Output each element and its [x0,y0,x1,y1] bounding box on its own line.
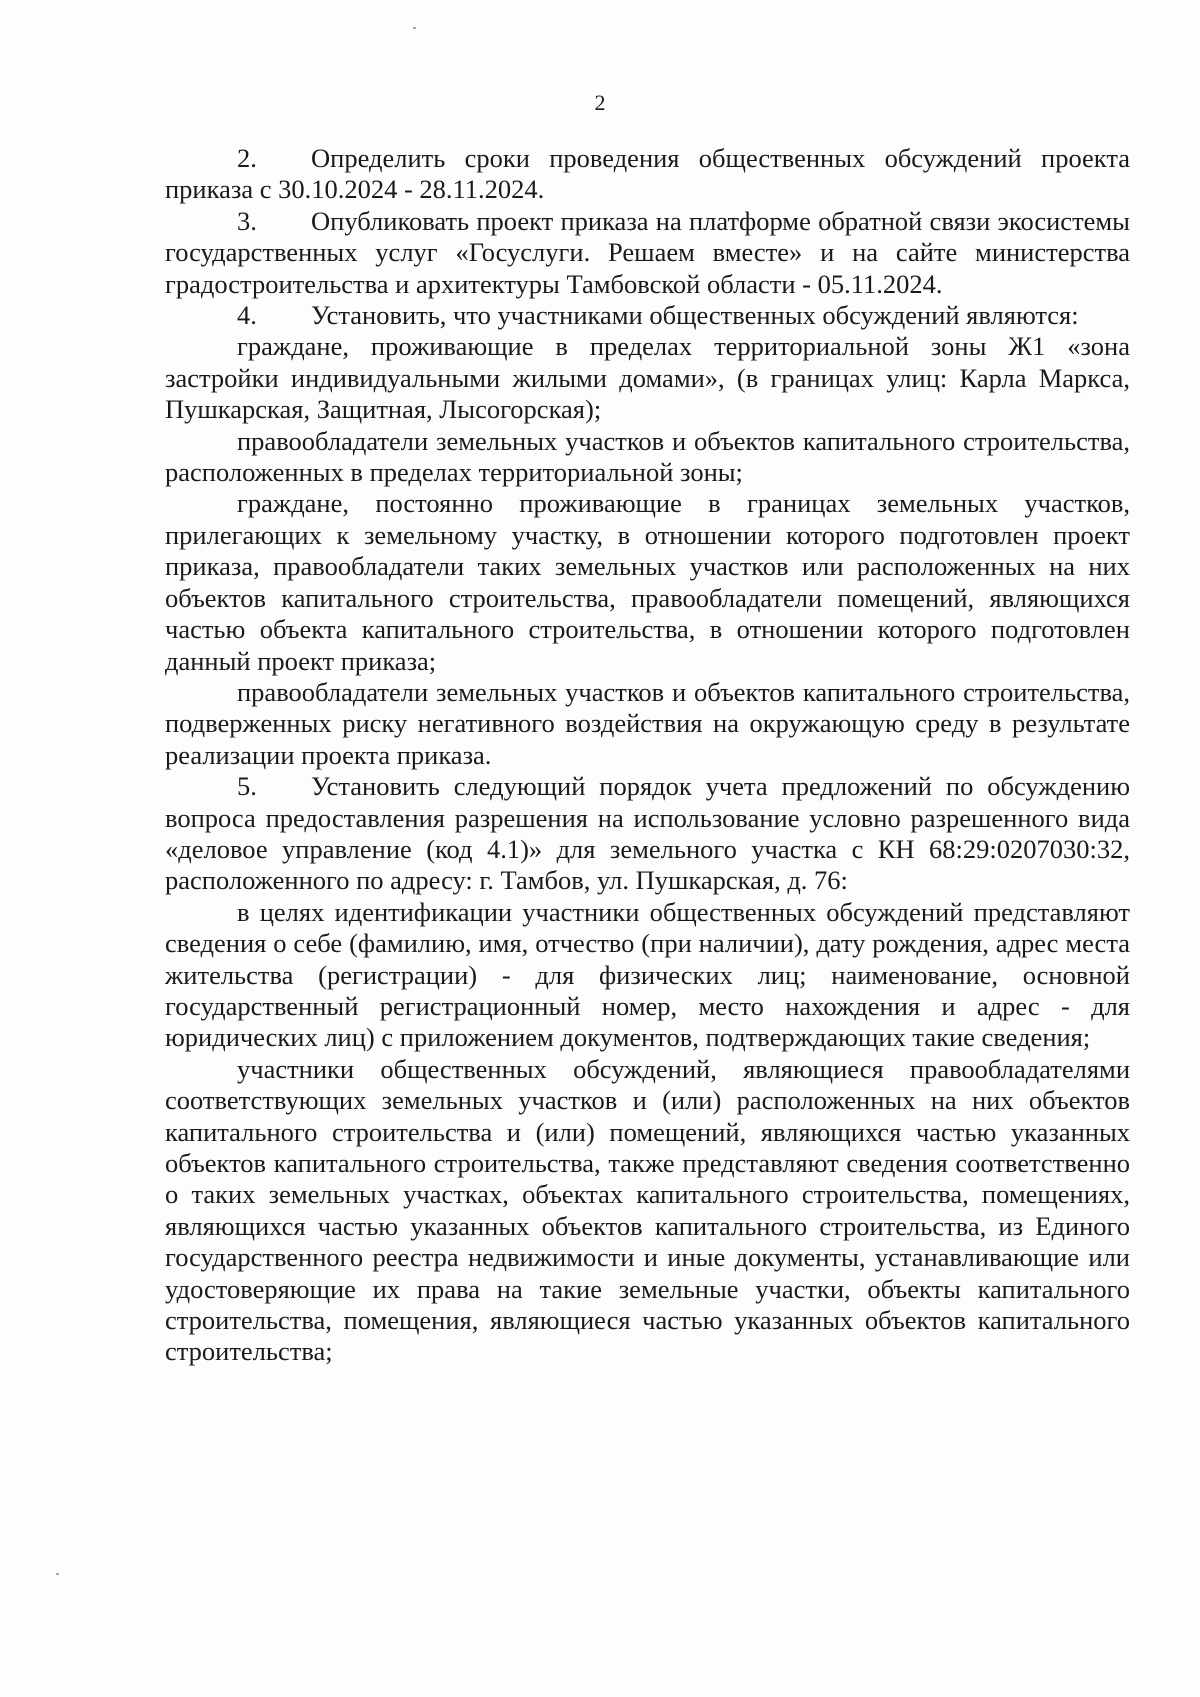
document-paragraph [165,677,1130,771]
document-paragraph [165,897,1130,1054]
page-number: 2 [594,90,606,115]
paragraph-text: Опубликовать проект приказа на платформе обратной связи экосистемы государственных услуг «Госуслуги. Решаем вместе» и на сайте министерства градостроительства и архитектуры Тамбовской области - 05.11.2024. [165,205,1130,299]
document-paragraph [165,143,1130,206]
paragraph-text: правообладатели земельных участков и объектов капитального строительства, расположенных в пределах территориальной зоны; [165,425,1130,488]
document-paragraph [165,771,1130,897]
scan-speck [413,27,416,29]
paragraph-text: правообладатели земельных участков и объектов капитального строительства, подверженных риску негативного воздействия на окружающую среду в результате реализации проекта приказа. [165,676,1130,770]
document-paragraph [165,331,1130,425]
paragraph-number: 4. [237,300,257,331]
scan-speck [56,1573,59,1575]
paragraph-text: Установить следующий порядок учета предложений по обсуждению вопроса предоставления разрешения на использование условно разрешенного вида «деловое управление (код 4.1)» для земельного участка с КН 68:29:0207030:32, расположенного по адресу: г. Тамбов, ул. Пушкарская, д. 76: [165,771,1130,896]
document-paragraph [165,1054,1130,1368]
paragraph-text: участники общественных обсуждений, являющиеся правообладателями соответствующих земельных участков и (или) расположенных на них объектов капитального строительства и (или) помещений, являющихся частью указанных объектов капитального строительства, также представляют сведения соответственно о таких земельных участках, объектах капитального строительства, помещениях, являющихся частью указанных объектов капитального строительства, из Единого государственного реестра недвижимости и иные документы, устанавливающие или удостоверяющие их права на такие земельные участки, объекты капитального строительства, помещения, являющиеся частью указанных объектов капитального строительства; [165,1053,1130,1367]
document-body [165,143,1130,1368]
paragraph-text: Определить сроки проведения общественных обсуждений проекта приказа с 30.10.2024 - 28.11.2024. [165,143,1130,205]
paragraph-text: граждане, постоянно проживающие в границах земельных участков, прилегающих к земельному участку, в отношении которого подготовлен проект приказа, правообладатели таких земельных участков или расположенных на них объектов капитального строительства, правообладатели помещений, являющихся частью объекта капитального строительства, в отношении которого подготовлен данный проект приказа; [165,488,1130,676]
document-paragraph [165,300,1130,331]
paragraph-text: в целях идентификации участники общественных обсуждений представляют сведения о себе (фамилию, имя, отчество (при наличии), дату рождения, адрес места жительства (регистрации) - для физических лиц; наименование, основной государственный регистрационный номер, место нахождения и адрес - для юридических лиц) с приложением документов, подтверждающих такие сведения; [165,896,1130,1053]
paragraph-number: 3. [237,205,257,236]
paragraph-number: 2. [237,143,257,173]
document-paragraph [165,488,1130,676]
paragraph-text: Установить, что участниками общественных обсуждений являются: [311,300,1079,331]
document-paragraph [165,206,1130,300]
paragraph-text: граждане, проживающие в пределах территориальной зоны Ж1 «зона застройки индивидуальными жилыми домами», (в границах улиц: Карла Маркса, Пушкарская, Защитная, Лысогорская); [165,331,1130,425]
paragraph-number: 5. [237,771,257,802]
document-paragraph [165,426,1130,489]
